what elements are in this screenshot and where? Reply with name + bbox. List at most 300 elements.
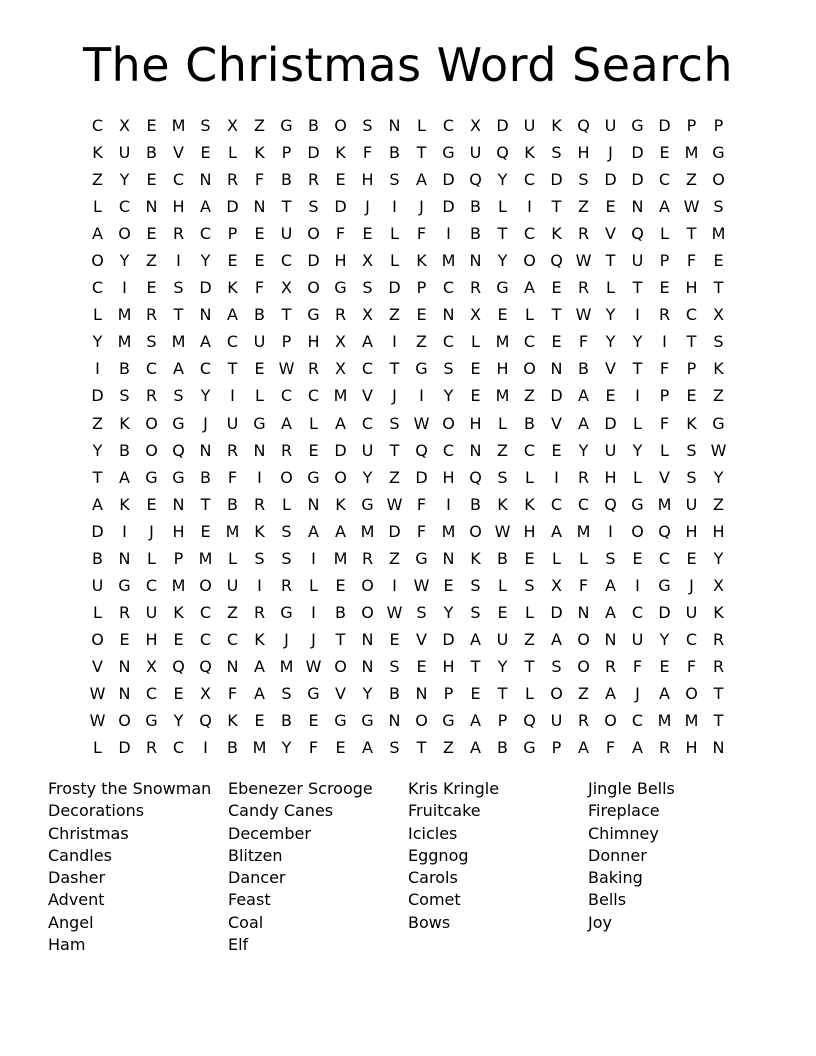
grid-letter[interactable]: C: [226, 629, 239, 649]
grid-letter[interactable]: A: [578, 386, 589, 406]
grid-letter[interactable]: K: [713, 359, 724, 379]
grid-letter[interactable]: F: [605, 738, 616, 758]
grid-letter[interactable]: G: [145, 711, 158, 731]
grid-letter[interactable]: E: [335, 738, 346, 758]
grid-letter[interactable]: D: [334, 440, 347, 460]
grid-letter[interactable]: H: [307, 332, 320, 352]
grid-letter[interactable]: D: [604, 170, 617, 190]
grid-letter[interactable]: N: [442, 548, 455, 568]
grid-letter[interactable]: N: [199, 170, 212, 190]
grid-letter[interactable]: G: [280, 602, 293, 622]
grid-letter[interactable]: Z: [578, 684, 589, 703]
grid-letter[interactable]: V: [605, 224, 616, 244]
grid-letter[interactable]: X: [470, 116, 481, 136]
grid-letter[interactable]: D: [658, 602, 671, 622]
grid-letter[interactable]: M: [117, 332, 132, 352]
grid-letter[interactable]: D: [388, 278, 401, 298]
grid-letter[interactable]: H: [361, 170, 374, 190]
grid-letter[interactable]: C: [523, 170, 536, 190]
grid-letter[interactable]: A: [308, 521, 319, 541]
grid-letter[interactable]: S: [281, 548, 292, 568]
grid-letter[interactable]: I: [635, 386, 640, 406]
grid-letter[interactable]: E: [659, 278, 670, 298]
grid-letter[interactable]: T: [173, 305, 184, 325]
grid-letter[interactable]: E: [389, 629, 400, 649]
grid-letter[interactable]: L: [471, 332, 480, 352]
grid-letter[interactable]: J: [365, 197, 370, 217]
grid-letter[interactable]: T: [281, 197, 292, 217]
grid-letter[interactable]: T: [389, 440, 400, 460]
grid-letter[interactable]: B: [308, 116, 319, 136]
grid-letter[interactable]: S: [308, 197, 319, 217]
grid-letter[interactable]: I: [419, 386, 424, 406]
grid-letter[interactable]: T: [686, 224, 697, 244]
grid-letter[interactable]: M: [495, 332, 510, 352]
grid-letter[interactable]: C: [550, 494, 563, 514]
grid-letter[interactable]: X: [470, 305, 481, 325]
grid-letter[interactable]: F: [254, 170, 265, 190]
grid-letter[interactable]: O: [523, 359, 536, 379]
grid-letter[interactable]: K: [227, 278, 238, 298]
grid-letter[interactable]: W: [710, 440, 727, 460]
grid-letter[interactable]: F: [254, 278, 265, 298]
grid-letter[interactable]: I: [257, 467, 262, 487]
grid-letter[interactable]: U: [280, 224, 293, 244]
grid-letter[interactable]: B: [227, 494, 238, 514]
grid-letter[interactable]: U: [226, 413, 239, 433]
grid-letter[interactable]: N: [253, 440, 266, 460]
grid-letter[interactable]: F: [335, 224, 346, 244]
grid-letter[interactable]: Z: [146, 251, 157, 271]
grid-letter[interactable]: L: [660, 224, 669, 244]
grid-letter[interactable]: S: [713, 197, 724, 217]
grid-letter[interactable]: B: [92, 548, 103, 568]
grid-letter[interactable]: N: [469, 440, 482, 460]
grid-letter[interactable]: E: [551, 440, 562, 460]
grid-letter[interactable]: I: [446, 494, 451, 514]
grid-letter[interactable]: P: [497, 711, 508, 731]
grid-letter[interactable]: Y: [119, 251, 130, 271]
grid-letter[interactable]: E: [551, 332, 562, 352]
grid-letter[interactable]: L: [579, 548, 588, 568]
grid-letter[interactable]: Y: [713, 548, 724, 568]
grid-letter[interactable]: U: [145, 602, 158, 622]
grid-letter[interactable]: T: [551, 305, 562, 325]
grid-letter[interactable]: S: [281, 521, 292, 541]
grid-letter[interactable]: O: [334, 467, 347, 487]
grid-letter[interactable]: Z: [524, 629, 535, 649]
grid-letter[interactable]: Z: [443, 738, 454, 758]
grid-letter[interactable]: O: [469, 521, 482, 541]
grid-letter[interactable]: Z: [92, 413, 103, 433]
grid-letter[interactable]: G: [307, 305, 320, 325]
grid-letter[interactable]: M: [684, 143, 699, 163]
grid-letter[interactable]: C: [145, 575, 158, 595]
grid-letter[interactable]: K: [551, 116, 562, 136]
grid-letter[interactable]: K: [227, 711, 238, 731]
grid-letter[interactable]: M: [333, 386, 348, 406]
grid-letter[interactable]: C: [685, 629, 698, 649]
grid-letter[interactable]: N: [361, 629, 374, 649]
grid-letter[interactable]: J: [149, 521, 154, 541]
grid-letter[interactable]: N: [550, 359, 563, 379]
grid-letter[interactable]: I: [122, 278, 127, 298]
grid-letter[interactable]: J: [284, 629, 289, 649]
grid-letter[interactable]: P: [659, 251, 670, 271]
grid-letter[interactable]: C: [172, 738, 185, 758]
grid-letter[interactable]: N: [172, 494, 185, 514]
grid-letter[interactable]: Y: [659, 629, 670, 649]
grid-letter[interactable]: M: [657, 494, 672, 514]
grid-letter[interactable]: L: [498, 413, 507, 433]
grid-letter[interactable]: A: [362, 738, 373, 758]
grid-letter[interactable]: X: [119, 116, 130, 136]
grid-letter[interactable]: Y: [497, 656, 508, 676]
grid-letter[interactable]: E: [470, 359, 481, 379]
grid-letter[interactable]: A: [254, 684, 265, 703]
grid-letter[interactable]: D: [388, 521, 401, 541]
grid-letter[interactable]: Y: [362, 467, 373, 487]
grid-letter[interactable]: S: [605, 548, 616, 568]
grid-letter[interactable]: Z: [713, 386, 724, 406]
grid-letter[interactable]: P: [443, 684, 454, 703]
grid-letter[interactable]: B: [119, 440, 130, 460]
grid-letter[interactable]: R: [577, 711, 590, 731]
grid-letter[interactable]: C: [523, 224, 536, 244]
grid-letter[interactable]: I: [392, 197, 397, 217]
grid-letter[interactable]: I: [122, 521, 127, 541]
grid-letter[interactable]: O: [550, 684, 563, 703]
grid-letter[interactable]: G: [631, 494, 644, 514]
grid-letter[interactable]: L: [147, 548, 156, 568]
grid-letter[interactable]: C: [226, 332, 239, 352]
grid-letter[interactable]: C: [280, 251, 293, 271]
grid-letter[interactable]: C: [307, 386, 320, 406]
grid-letter[interactable]: R: [280, 440, 293, 460]
grid-letter[interactable]: P: [551, 738, 562, 758]
grid-letter[interactable]: E: [659, 656, 670, 676]
grid-letter[interactable]: F: [416, 494, 427, 514]
grid-letter[interactable]: Y: [605, 305, 616, 325]
grid-letter[interactable]: D: [442, 170, 455, 190]
grid-letter[interactable]: A: [470, 711, 481, 731]
grid-letter[interactable]: R: [577, 467, 590, 487]
grid-letter[interactable]: M: [171, 116, 186, 136]
grid-letter[interactable]: U: [253, 332, 266, 352]
grid-letter[interactable]: W: [305, 656, 322, 676]
grid-letter[interactable]: E: [416, 656, 427, 676]
grid-letter[interactable]: K: [524, 494, 535, 514]
grid-letter[interactable]: S: [173, 386, 184, 406]
grid-letter[interactable]: Y: [605, 332, 616, 352]
grid-letter[interactable]: Y: [362, 684, 373, 703]
grid-letter[interactable]: E: [524, 548, 535, 568]
grid-letter[interactable]: M: [279, 656, 294, 676]
grid-letter[interactable]: G: [334, 278, 347, 298]
grid-letter[interactable]: S: [470, 602, 481, 622]
grid-letter[interactable]: L: [228, 548, 237, 568]
grid-letter[interactable]: J: [608, 143, 613, 163]
grid-letter[interactable]: S: [119, 386, 130, 406]
grid-letter[interactable]: Q: [199, 656, 212, 676]
grid-letter[interactable]: A: [92, 494, 103, 514]
grid-letter[interactable]: Y: [578, 440, 589, 460]
grid-letter[interactable]: S: [281, 684, 292, 703]
grid-letter[interactable]: T: [281, 305, 292, 325]
grid-letter[interactable]: I: [635, 575, 640, 595]
grid-letter[interactable]: D: [334, 197, 347, 217]
grid-letter[interactable]: L: [390, 224, 399, 244]
grid-letter[interactable]: H: [604, 467, 617, 487]
grid-letter[interactable]: D: [307, 251, 320, 271]
grid-letter[interactable]: R: [172, 224, 185, 244]
grid-letter[interactable]: E: [146, 170, 157, 190]
grid-letter[interactable]: E: [146, 224, 157, 244]
grid-letter[interactable]: U: [91, 575, 104, 595]
grid-letter[interactable]: S: [362, 278, 373, 298]
grid-letter[interactable]: A: [578, 738, 589, 758]
grid-letter[interactable]: D: [442, 629, 455, 649]
grid-letter[interactable]: V: [659, 467, 670, 487]
grid-letter[interactable]: Q: [469, 170, 482, 190]
grid-letter[interactable]: O: [91, 251, 104, 271]
grid-letter[interactable]: T: [713, 711, 724, 731]
grid-letter[interactable]: B: [389, 684, 400, 703]
grid-letter[interactable]: J: [311, 629, 316, 649]
grid-letter[interactable]: O: [307, 224, 320, 244]
grid-letter[interactable]: N: [388, 711, 401, 731]
grid-letter[interactable]: F: [578, 332, 589, 352]
grid-letter[interactable]: U: [631, 629, 644, 649]
grid-letter[interactable]: A: [281, 413, 292, 433]
grid-letter[interactable]: E: [362, 224, 373, 244]
grid-letter[interactable]: L: [633, 413, 642, 433]
grid-letter[interactable]: T: [92, 467, 103, 487]
grid-letter[interactable]: N: [226, 656, 239, 676]
grid-letter[interactable]: D: [415, 467, 428, 487]
grid-letter[interactable]: J: [419, 197, 424, 217]
grid-letter[interactable]: L: [525, 467, 534, 487]
grid-letter[interactable]: D: [442, 197, 455, 217]
grid-letter[interactable]: U: [550, 711, 563, 731]
grid-letter[interactable]: Y: [443, 602, 454, 622]
grid-letter[interactable]: E: [254, 359, 265, 379]
grid-letter[interactable]: M: [441, 251, 456, 271]
grid-letter[interactable]: N: [388, 116, 401, 136]
grid-letter[interactable]: R: [145, 386, 158, 406]
grid-letter[interactable]: N: [118, 684, 131, 703]
grid-letter[interactable]: K: [335, 143, 346, 163]
grid-letter[interactable]: E: [632, 548, 643, 568]
grid-letter[interactable]: C: [199, 359, 212, 379]
grid-letter[interactable]: F: [686, 656, 697, 676]
grid-letter[interactable]: W: [386, 602, 403, 622]
grid-letter[interactable]: H: [577, 143, 590, 163]
grid-letter[interactable]: A: [335, 413, 346, 433]
grid-letter[interactable]: A: [200, 197, 211, 217]
grid-letter[interactable]: E: [686, 386, 697, 406]
grid-letter[interactable]: N: [604, 629, 617, 649]
grid-letter[interactable]: R: [334, 305, 347, 325]
grid-letter[interactable]: S: [254, 548, 265, 568]
grid-letter[interactable]: R: [145, 305, 158, 325]
grid-letter[interactable]: K: [254, 143, 265, 163]
grid-letter[interactable]: N: [145, 197, 158, 217]
grid-letter[interactable]: V: [551, 413, 562, 433]
grid-letter[interactable]: T: [686, 332, 697, 352]
grid-letter[interactable]: D: [631, 143, 644, 163]
grid-letter[interactable]: M: [495, 386, 510, 406]
grid-letter[interactable]: E: [497, 305, 508, 325]
grid-letter[interactable]: Y: [443, 386, 454, 406]
grid-letter[interactable]: C: [145, 684, 158, 703]
grid-letter[interactable]: G: [118, 575, 131, 595]
grid-letter[interactable]: D: [550, 602, 563, 622]
grid-letter[interactable]: G: [307, 684, 320, 703]
grid-letter[interactable]: Q: [523, 711, 536, 731]
grid-letter[interactable]: S: [686, 467, 697, 487]
grid-letter[interactable]: G: [361, 494, 374, 514]
grid-letter[interactable]: S: [524, 575, 535, 595]
grid-letter[interactable]: U: [685, 602, 698, 622]
grid-letter[interactable]: P: [227, 224, 238, 244]
grid-letter[interactable]: A: [362, 332, 373, 352]
grid-letter[interactable]: Q: [550, 251, 563, 271]
grid-letter[interactable]: S: [551, 656, 562, 676]
grid-letter[interactable]: S: [362, 116, 373, 136]
grid-letter[interactable]: L: [282, 494, 291, 514]
grid-letter[interactable]: A: [470, 738, 481, 758]
grid-letter[interactable]: O: [415, 711, 428, 731]
grid-letter[interactable]: C: [442, 116, 455, 136]
grid-letter[interactable]: W: [575, 251, 592, 271]
grid-letter[interactable]: X: [146, 656, 157, 676]
grid-letter[interactable]: H: [442, 467, 455, 487]
grid-letter[interactable]: U: [631, 251, 644, 271]
grid-letter[interactable]: Z: [686, 170, 697, 190]
grid-letter[interactable]: W: [89, 684, 106, 703]
grid-letter[interactable]: D: [550, 386, 563, 406]
grid-letter[interactable]: B: [497, 738, 508, 758]
grid-letter[interactable]: T: [200, 494, 211, 514]
grid-letter[interactable]: G: [307, 467, 320, 487]
grid-letter[interactable]: W: [89, 711, 106, 731]
grid-letter[interactable]: D: [226, 197, 239, 217]
grid-letter[interactable]: Y: [200, 251, 211, 271]
grid-letter[interactable]: Y: [173, 711, 184, 731]
grid-letter[interactable]: C: [91, 278, 104, 298]
grid-letter[interactable]: T: [524, 656, 535, 676]
grid-letter[interactable]: N: [253, 197, 266, 217]
grid-letter[interactable]: U: [496, 629, 509, 649]
grid-letter[interactable]: H: [523, 521, 536, 541]
grid-letter[interactable]: A: [551, 629, 562, 649]
grid-letter[interactable]: Q: [604, 494, 617, 514]
grid-letter[interactable]: C: [658, 548, 671, 568]
grid-letter[interactable]: K: [497, 494, 508, 514]
grid-letter[interactable]: P: [659, 386, 670, 406]
grid-letter[interactable]: L: [633, 467, 642, 487]
grid-letter[interactable]: F: [659, 413, 670, 433]
grid-letter[interactable]: A: [605, 684, 616, 703]
grid-letter[interactable]: W: [413, 413, 430, 433]
grid-letter[interactable]: Y: [632, 440, 643, 460]
grid-letter[interactable]: C: [172, 170, 185, 190]
grid-letter[interactable]: Q: [469, 467, 482, 487]
grid-letter[interactable]: Z: [254, 116, 265, 136]
grid-letter[interactable]: P: [281, 143, 292, 163]
grid-letter[interactable]: E: [713, 251, 724, 271]
grid-letter[interactable]: N: [577, 602, 590, 622]
grid-letter[interactable]: C: [658, 170, 671, 190]
grid-letter[interactable]: Z: [416, 332, 427, 352]
grid-letter[interactable]: L: [228, 143, 237, 163]
grid-letter[interactable]: A: [632, 738, 643, 758]
grid-letter[interactable]: X: [713, 305, 724, 325]
grid-letter[interactable]: K: [686, 413, 697, 433]
grid-letter[interactable]: N: [442, 305, 455, 325]
grid-letter[interactable]: E: [146, 278, 157, 298]
grid-letter[interactable]: Y: [119, 170, 130, 190]
grid-letter[interactable]: B: [578, 359, 589, 379]
grid-letter[interactable]: D: [91, 386, 104, 406]
grid-letter[interactable]: T: [416, 738, 427, 758]
grid-letter[interactable]: B: [227, 738, 238, 758]
grid-letter[interactable]: C: [442, 440, 455, 460]
grid-letter[interactable]: L: [606, 278, 615, 298]
grid-letter[interactable]: L: [93, 305, 102, 325]
grid-letter[interactable]: I: [230, 386, 235, 406]
grid-letter[interactable]: H: [469, 413, 482, 433]
grid-letter[interactable]: T: [551, 197, 562, 217]
grid-letter[interactable]: E: [659, 143, 670, 163]
grid-letter[interactable]: N: [307, 494, 320, 514]
grid-letter[interactable]: T: [335, 629, 346, 649]
grid-letter[interactable]: C: [523, 440, 536, 460]
grid-letter[interactable]: V: [92, 656, 103, 676]
grid-letter[interactable]: Q: [415, 440, 428, 460]
grid-letter[interactable]: O: [712, 170, 725, 190]
grid-letter[interactable]: R: [469, 278, 482, 298]
grid-letter[interactable]: X: [200, 684, 211, 703]
grid-letter[interactable]: Z: [713, 494, 724, 514]
grid-letter[interactable]: H: [172, 197, 185, 217]
grid-letter[interactable]: X: [335, 332, 346, 352]
grid-letter[interactable]: Y: [497, 170, 508, 190]
grid-letter[interactable]: C: [631, 711, 644, 731]
grid-letter[interactable]: L: [93, 738, 102, 758]
grid-letter[interactable]: D: [658, 116, 671, 136]
grid-letter[interactable]: H: [712, 521, 725, 541]
grid-letter[interactable]: S: [389, 170, 400, 190]
grid-letter[interactable]: Y: [92, 440, 103, 460]
grid-letter[interactable]: S: [470, 575, 481, 595]
grid-letter[interactable]: E: [416, 305, 427, 325]
grid-letter[interactable]: G: [496, 278, 509, 298]
grid-letter[interactable]: E: [200, 143, 211, 163]
grid-letter[interactable]: A: [173, 359, 184, 379]
grid-letter[interactable]: A: [551, 521, 562, 541]
grid-letter[interactable]: S: [686, 440, 697, 460]
grid-letter[interactable]: M: [711, 224, 726, 244]
grid-letter[interactable]: A: [605, 575, 616, 595]
grid-letter[interactable]: Z: [92, 170, 103, 190]
grid-letter[interactable]: V: [173, 143, 184, 163]
grid-letter[interactable]: B: [335, 602, 346, 622]
grid-letter[interactable]: M: [360, 521, 375, 541]
grid-letter[interactable]: D: [496, 116, 509, 136]
grid-letter[interactable]: A: [416, 170, 427, 190]
